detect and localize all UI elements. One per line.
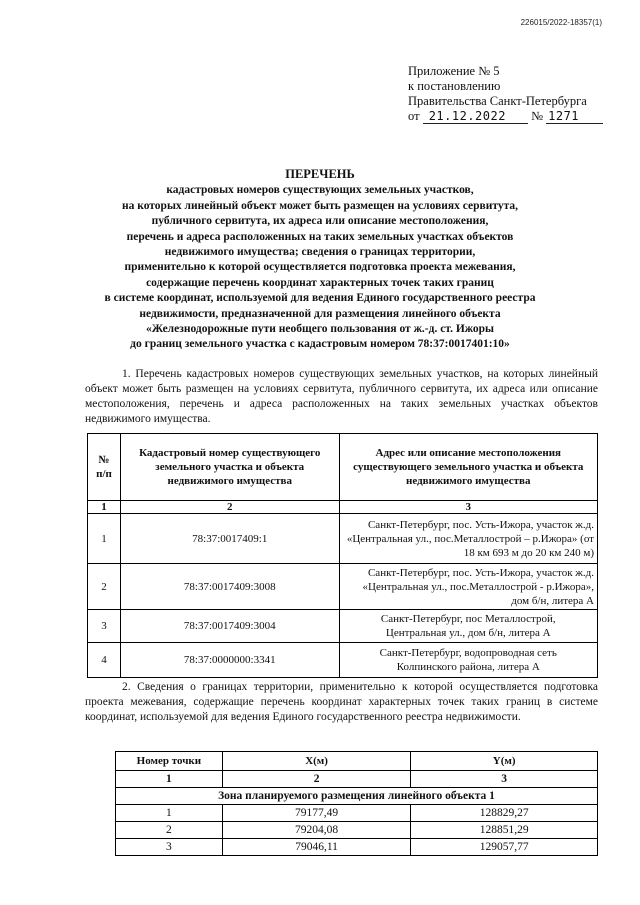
paragraph-2: 2. Сведения о границах территории, применительно к которой осуществляется подготовка проекта межевания, содержащие перечень координат характерных точек таких границ в системе координат, используемой для ведения Единого государственного реестра недвижимости. [85, 681, 598, 723]
document-title [60, 167, 580, 353]
header-number: № п/п [88, 434, 121, 501]
table-row: 2 79204,08 128851,29 [116, 822, 598, 839]
coordinates-table [115, 751, 598, 856]
resolution-number: 1271 [546, 109, 603, 124]
coords-index-row: 1 2 3 [116, 771, 598, 788]
title-line: применительно к которой осуществляется подготовка проекта межевания, [124, 261, 516, 274]
table-index-row: 1 2 3 [88, 501, 598, 514]
cadastral-table [87, 433, 598, 678]
header-x: X(м) [222, 752, 411, 771]
appendix-line-1: Приложение № 5 [408, 64, 500, 78]
appendix-line-2: к постановлению [408, 79, 501, 93]
table-row: 3 79046,11 129057,77 [116, 839, 598, 856]
title-line: в системе координат, используемой для ведения Единого государственного реестра [104, 292, 536, 305]
header-point: Номер точки [116, 752, 223, 771]
appendix-line-3: Правительства Санкт-Петербурга [408, 94, 587, 108]
zone-row [116, 788, 598, 805]
title-line: недвижимого имущества; сведения о границах территории, [164, 246, 476, 259]
table-row: 1 78:37:0017409:1 Санкт-Петербург, пос. Усть-Ижора, участок ж.д. «Центральная ул., пос.Металлострой – р.Ижора» (от 18 км 693 м до 20 км 240 м) [88, 514, 598, 564]
title-line: содержащие перечень координат характерных точек таких границ [146, 276, 494, 289]
table-row: 4 78:37:0000000:3341 Санкт-Петербург, водопроводная сеть Колпинского района, литера А [88, 643, 598, 678]
header-y: Y(м) [411, 752, 598, 771]
paragraph-1: 1. Перечень кадастровых номеров существующих земельных участков, на которых линейный объект может быть размещен на условиях сервитута, публичного сервитута, их адреса или описание местоположения, перечень и адреса расположенных на таких земельных участках объектов недвижимого имущества. [85, 368, 598, 425]
title-line: до границ земельного участка с кадастровым номером 78:37:0017401:10» [130, 338, 510, 351]
coords-header-row [116, 752, 598, 771]
title-line: перечень и адреса расположенных на таких земельных участках объектов [126, 230, 514, 243]
title-main: ПЕРЕЧЕНЬ [285, 167, 355, 181]
title-line: публичного сервитута, их адреса или описание местоположения, [151, 215, 489, 228]
number-prefix: № [531, 109, 543, 123]
date-prefix: от [408, 109, 420, 123]
appendix-date-line [408, 109, 603, 124]
title-line: кадастровых номеров существующих земельных участков, [166, 184, 474, 197]
header-cadastral: Кадастровый номер существующего земельного участка и объекта недвижимого имущества [120, 434, 339, 501]
appendix-block [408, 64, 603, 124]
resolution-date: 21.12.2022 [423, 109, 528, 124]
header-address: Адрес или описание местоположения существующего земельного участка и объекта недвижимого имущества [339, 434, 597, 501]
title-line: «Железнодорожные пути необщего пользования от ж.-д. ст. Ижоры [146, 323, 494, 336]
document-number: 226015/2022-18357(1) [520, 18, 602, 27]
zone-title: Зона планируемого размещения линейного объекта 1 [116, 788, 598, 805]
table-header-row [88, 434, 598, 501]
table-row: 1 79177,49 128829,27 [116, 805, 598, 822]
title-line: недвижимости, предназначенной для размещения линейного объекта [139, 307, 501, 320]
table-row: 3 78:37:0017409:3004 Санкт-Петербург, пос Металлострой, Центральная ул., дом б/н, литера А [88, 610, 598, 643]
table-row: 2 78:37:0017409:3008 Санкт-Петербург, пос. Усть-Ижора, участок ж.д. «Центральная ул., пос.Металлострой - р.Ижора», дом б/н, литера А [88, 564, 598, 610]
title-line: на которых линейный объект может быть размещен на условиях сервитута, [121, 199, 519, 212]
